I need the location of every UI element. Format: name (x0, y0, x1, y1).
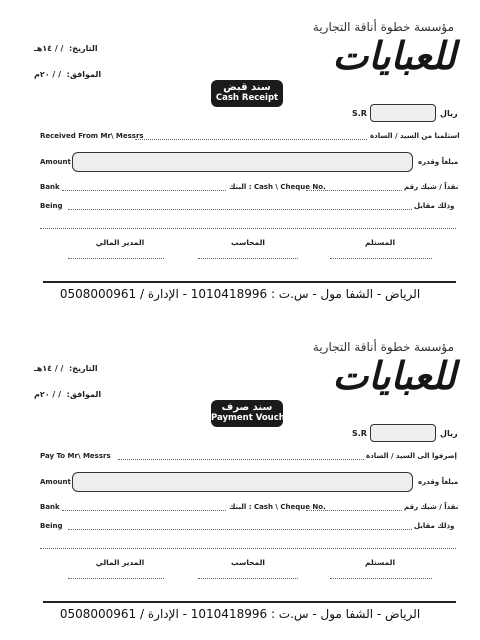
amount-label-ar: مبلغاً وقدره (418, 478, 459, 486)
being-label-en: Being (40, 522, 63, 530)
bank-label-en: Bank (40, 503, 60, 511)
party-label-en: Pay To Mr\ Messrs (40, 452, 111, 460)
gregorian-date-line (34, 70, 101, 79)
bank-label-en: Bank (40, 183, 60, 191)
cash-cheque-label-ar: نقداً / شيك رقم (404, 503, 459, 511)
currency-label-ar: ريال (440, 429, 458, 438)
accountant-label: المحاسب (231, 558, 265, 567)
gregorian-date-label: الموافق: (66, 70, 102, 79)
amount-label-ar: مبلغاً وقدره (418, 158, 459, 166)
badge-title-en: Payment Voucher (211, 413, 295, 423)
cheque-label: البنك : Cash \ Cheque No. (229, 503, 326, 511)
hijri-date-line (34, 44, 98, 53)
finance-manager-label: المدير المالي (95, 238, 145, 247)
being-extra-line[interactable] (40, 228, 456, 229)
hijri-date-template: / / ١٤هـ (34, 364, 64, 373)
being-label-ar: وذلك مقابل (414, 522, 455, 530)
company-name: مؤسسة خطوة أناقة التجارية (312, 20, 454, 34)
company-name: مؤسسة خطوة أناقة التجارية (312, 340, 454, 354)
gregorian-date-line (34, 390, 101, 399)
finance-manager-label: المدير المالي (95, 558, 145, 567)
voucher-type-badge (211, 80, 283, 107)
cash-cheque-label-ar: نقداً / شيك رقم (404, 183, 459, 191)
gregorian-date-template: / / ٢٠م (34, 70, 62, 79)
cash-receipt-voucher (0, 0, 480, 310)
amount-number-field[interactable] (370, 104, 436, 122)
voucher-type-badge (211, 400, 295, 427)
recipient-label: المستلم (364, 238, 396, 247)
cheque-label: البنك : Cash \ Cheque No. (229, 183, 326, 191)
amount-words-field[interactable] (72, 152, 413, 172)
party-label-ar: إصرفوا الى السيد / السادة (366, 452, 457, 460)
footer-rule (43, 281, 456, 283)
amount-words-field[interactable] (72, 472, 413, 492)
badge-title-ar: سند صرف (221, 402, 273, 413)
currency-label-en: S.R (352, 429, 367, 438)
bank-fill-line[interactable] (62, 510, 226, 511)
being-label-ar: وذلك مقابل (414, 202, 455, 210)
recipient-label: المستلم (364, 558, 396, 567)
currency-label-ar: ريال (440, 109, 458, 118)
hijri-date-template: / / ١٤هـ (34, 44, 64, 53)
brand-logo: للعبايات (332, 354, 456, 398)
hijri-date-label: التاريخ: (69, 44, 98, 53)
brand-logo: للعبايات (332, 34, 456, 78)
bank-fill-line[interactable] (62, 190, 226, 191)
currency-label-en: S.R (352, 109, 367, 118)
recipient-signature-line[interactable] (330, 578, 432, 579)
being-extra-line[interactable] (40, 548, 456, 549)
gregorian-date-label: الموافق: (66, 390, 102, 399)
party-label-ar: استلمنا من السيد / السادة (370, 132, 460, 140)
amount-label-en: Amount (40, 478, 71, 486)
hijri-date-label: التاريخ: (69, 364, 98, 373)
footer-contact: الرياض - الشفا مول - س.ت : 1010418996 - الإدارة / 0508000961 (59, 607, 421, 621)
badge-title-ar: سند قبض (223, 82, 271, 93)
recipient-signature-line[interactable] (330, 258, 432, 259)
badge-title-en: Cash Receipt (215, 93, 279, 103)
accountant-signature-line[interactable] (198, 578, 298, 579)
party-fill-line[interactable] (118, 459, 364, 460)
amount-label-en: Amount (40, 158, 71, 166)
finance-manager-signature-line[interactable] (68, 578, 164, 579)
footer-contact: الرياض - الشفا مول - س.ت : 1010418996 - الإدارة / 0508000961 (59, 287, 421, 301)
footer-rule (43, 601, 456, 603)
party-fill-line[interactable] (135, 139, 367, 140)
being-label-en: Being (40, 202, 63, 210)
being-fill-line[interactable] (68, 529, 412, 530)
being-fill-line[interactable] (68, 209, 412, 210)
party-label-en: Received From Mr\ Messrs (40, 132, 144, 140)
hijri-date-line (34, 364, 98, 373)
accountant-label: المحاسب (231, 238, 265, 247)
finance-manager-signature-line[interactable] (68, 258, 164, 259)
amount-number-field[interactable] (370, 424, 436, 442)
cheque-fill-line[interactable] (306, 190, 402, 191)
accountant-signature-line[interactable] (198, 258, 298, 259)
cheque-fill-line[interactable] (306, 510, 402, 511)
payment-voucher (0, 320, 480, 630)
gregorian-date-template: / / ٢٠م (34, 390, 62, 399)
